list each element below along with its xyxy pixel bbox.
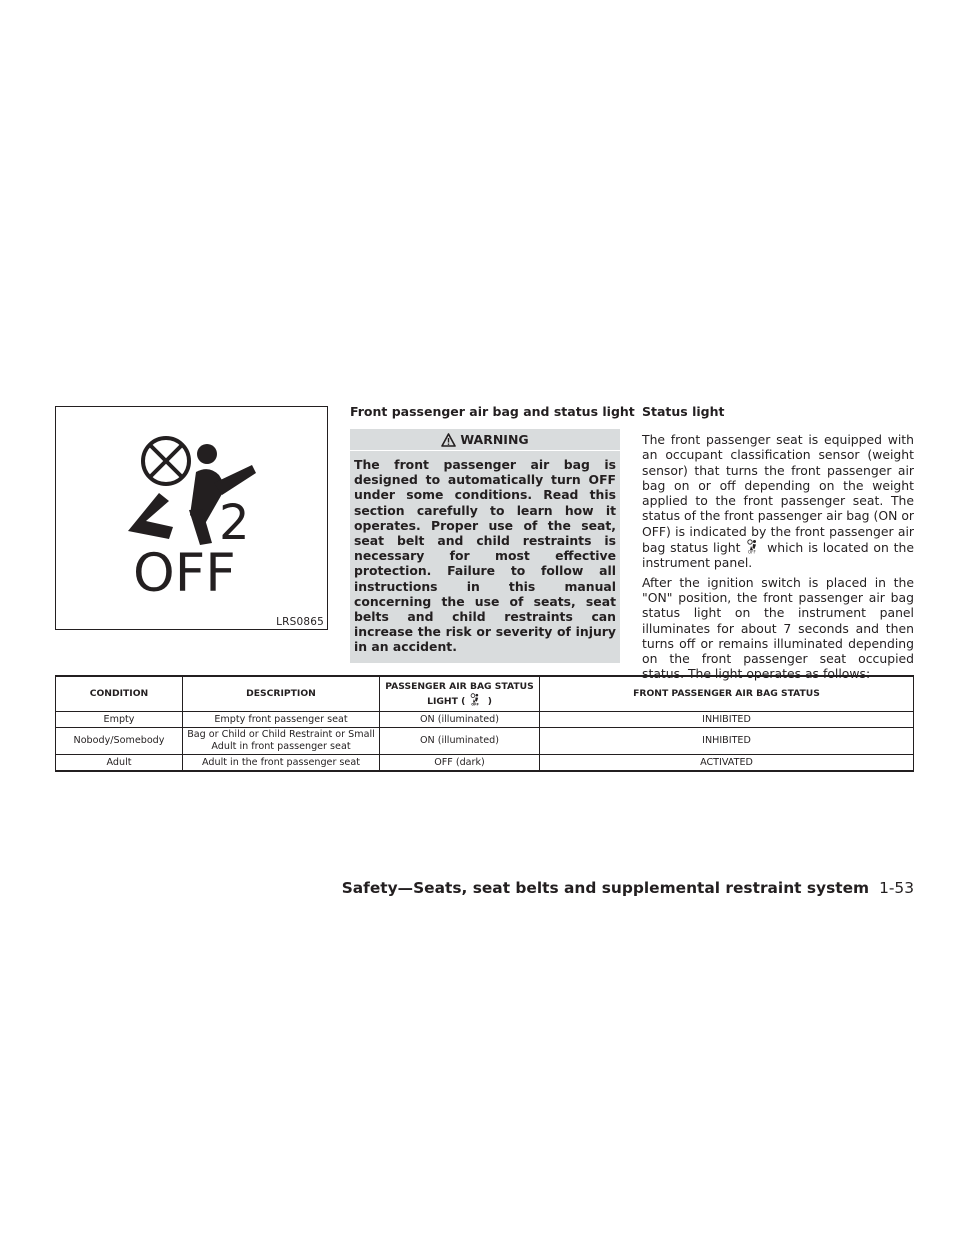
table-row — [56, 728, 914, 755]
cell-description: Empty front passenger seat — [183, 712, 380, 728]
cell-description: Bag or Child or Child Restraint or Small Adult in front passenger seat — [183, 728, 380, 755]
cell-status-light: ON (illuminated) — [380, 712, 540, 728]
header-status-light-text: PASSENGER AIR BAG STATUS LIGHT ( — [385, 680, 534, 707]
figure-label: LRS0865 — [276, 616, 324, 628]
header-airbag-status: FRONT PASSENGER AIR BAG STATUS — [540, 676, 914, 712]
cell-status-light: ON (illuminated) — [380, 728, 540, 755]
svg-text:OFF: OFF — [748, 549, 757, 555]
svg-text:OFF: OFF — [471, 702, 480, 706]
warning-triangle-icon — [441, 433, 456, 447]
cell-airbag-status: INHIBITED — [540, 728, 914, 755]
warning-title: WARNING — [460, 432, 529, 447]
cell-condition: Adult — [56, 755, 183, 772]
passenger-airbag-off-icon — [747, 539, 760, 554]
status-light-paragraph-1 — [642, 432, 914, 571]
cell-airbag-status: ACTIVATED — [540, 755, 914, 772]
passenger-airbag-off-icon — [56, 407, 329, 631]
cell-description: Adult in the front passenger seat — [183, 755, 380, 772]
warning-header — [350, 429, 620, 451]
cell-airbag-status: INHIBITED — [540, 712, 914, 728]
icon-number-text: 2 — [219, 495, 250, 551]
header-status-light-close: ) — [487, 695, 492, 707]
cell-condition: Nobody/Somebody — [56, 728, 183, 755]
status-table — [55, 675, 914, 772]
status-light-column — [642, 404, 914, 686]
footer-section-title: Safety—Seats, seat belts and supplemental restraint system — [341, 879, 870, 897]
warning-text: The front passenger air bag is designed to automatically turn OFF under some conditions. Read this section carefully to learn how it operates. Proper use of the seat, seat belt and child restraints is necessary for most effective protection. Failure to follow all instructions in this manual concerning the use of seats, seat belts and child restraints can increase the risk or severity of injury in an accident. — [354, 457, 616, 655]
section-heading: Front passenger air bag and status light — [350, 404, 635, 419]
warning-column — [350, 404, 635, 663]
footer-page-number: 1-53 — [879, 879, 914, 897]
paragraph-1-text-end: which is located on the instrument panel. — [642, 540, 914, 571]
table-header-row — [56, 676, 914, 712]
cell-status-light: OFF (dark) — [380, 755, 540, 772]
icon-off-text: OFF — [133, 543, 236, 604]
status-light-paragraph-2: After the ignition switch is placed in the "ON" position, the front passenger air bag status light on the instrument panel illuminates for about 7 seconds and then turns off or remains illuminated depending on the front passenger seat occupied status. The light operates as follows: — [642, 574, 914, 682]
cell-condition: Empty — [56, 712, 183, 728]
table-row — [56, 712, 914, 728]
page-footer — [342, 879, 914, 897]
paragraph-1-text-start: The front passenger seat is equipped with an occupant classification sensor (weight sensor) that turns the front passenger air bag on or off depending on the weight applied to the front passenger seat. The status of the front passenger air bag (ON or OFF) is indicated by the front passenger air bag status light — [642, 432, 914, 556]
status-light-heading: Status light — [642, 404, 725, 419]
warning-box — [350, 429, 620, 663]
airbag-off-figure — [55, 406, 328, 630]
header-status-light — [380, 676, 540, 712]
passenger-airbag-off-icon — [470, 693, 482, 706]
table-row — [56, 755, 914, 772]
header-description: DESCRIPTION — [183, 676, 380, 712]
header-condition: CONDITION — [56, 676, 183, 712]
